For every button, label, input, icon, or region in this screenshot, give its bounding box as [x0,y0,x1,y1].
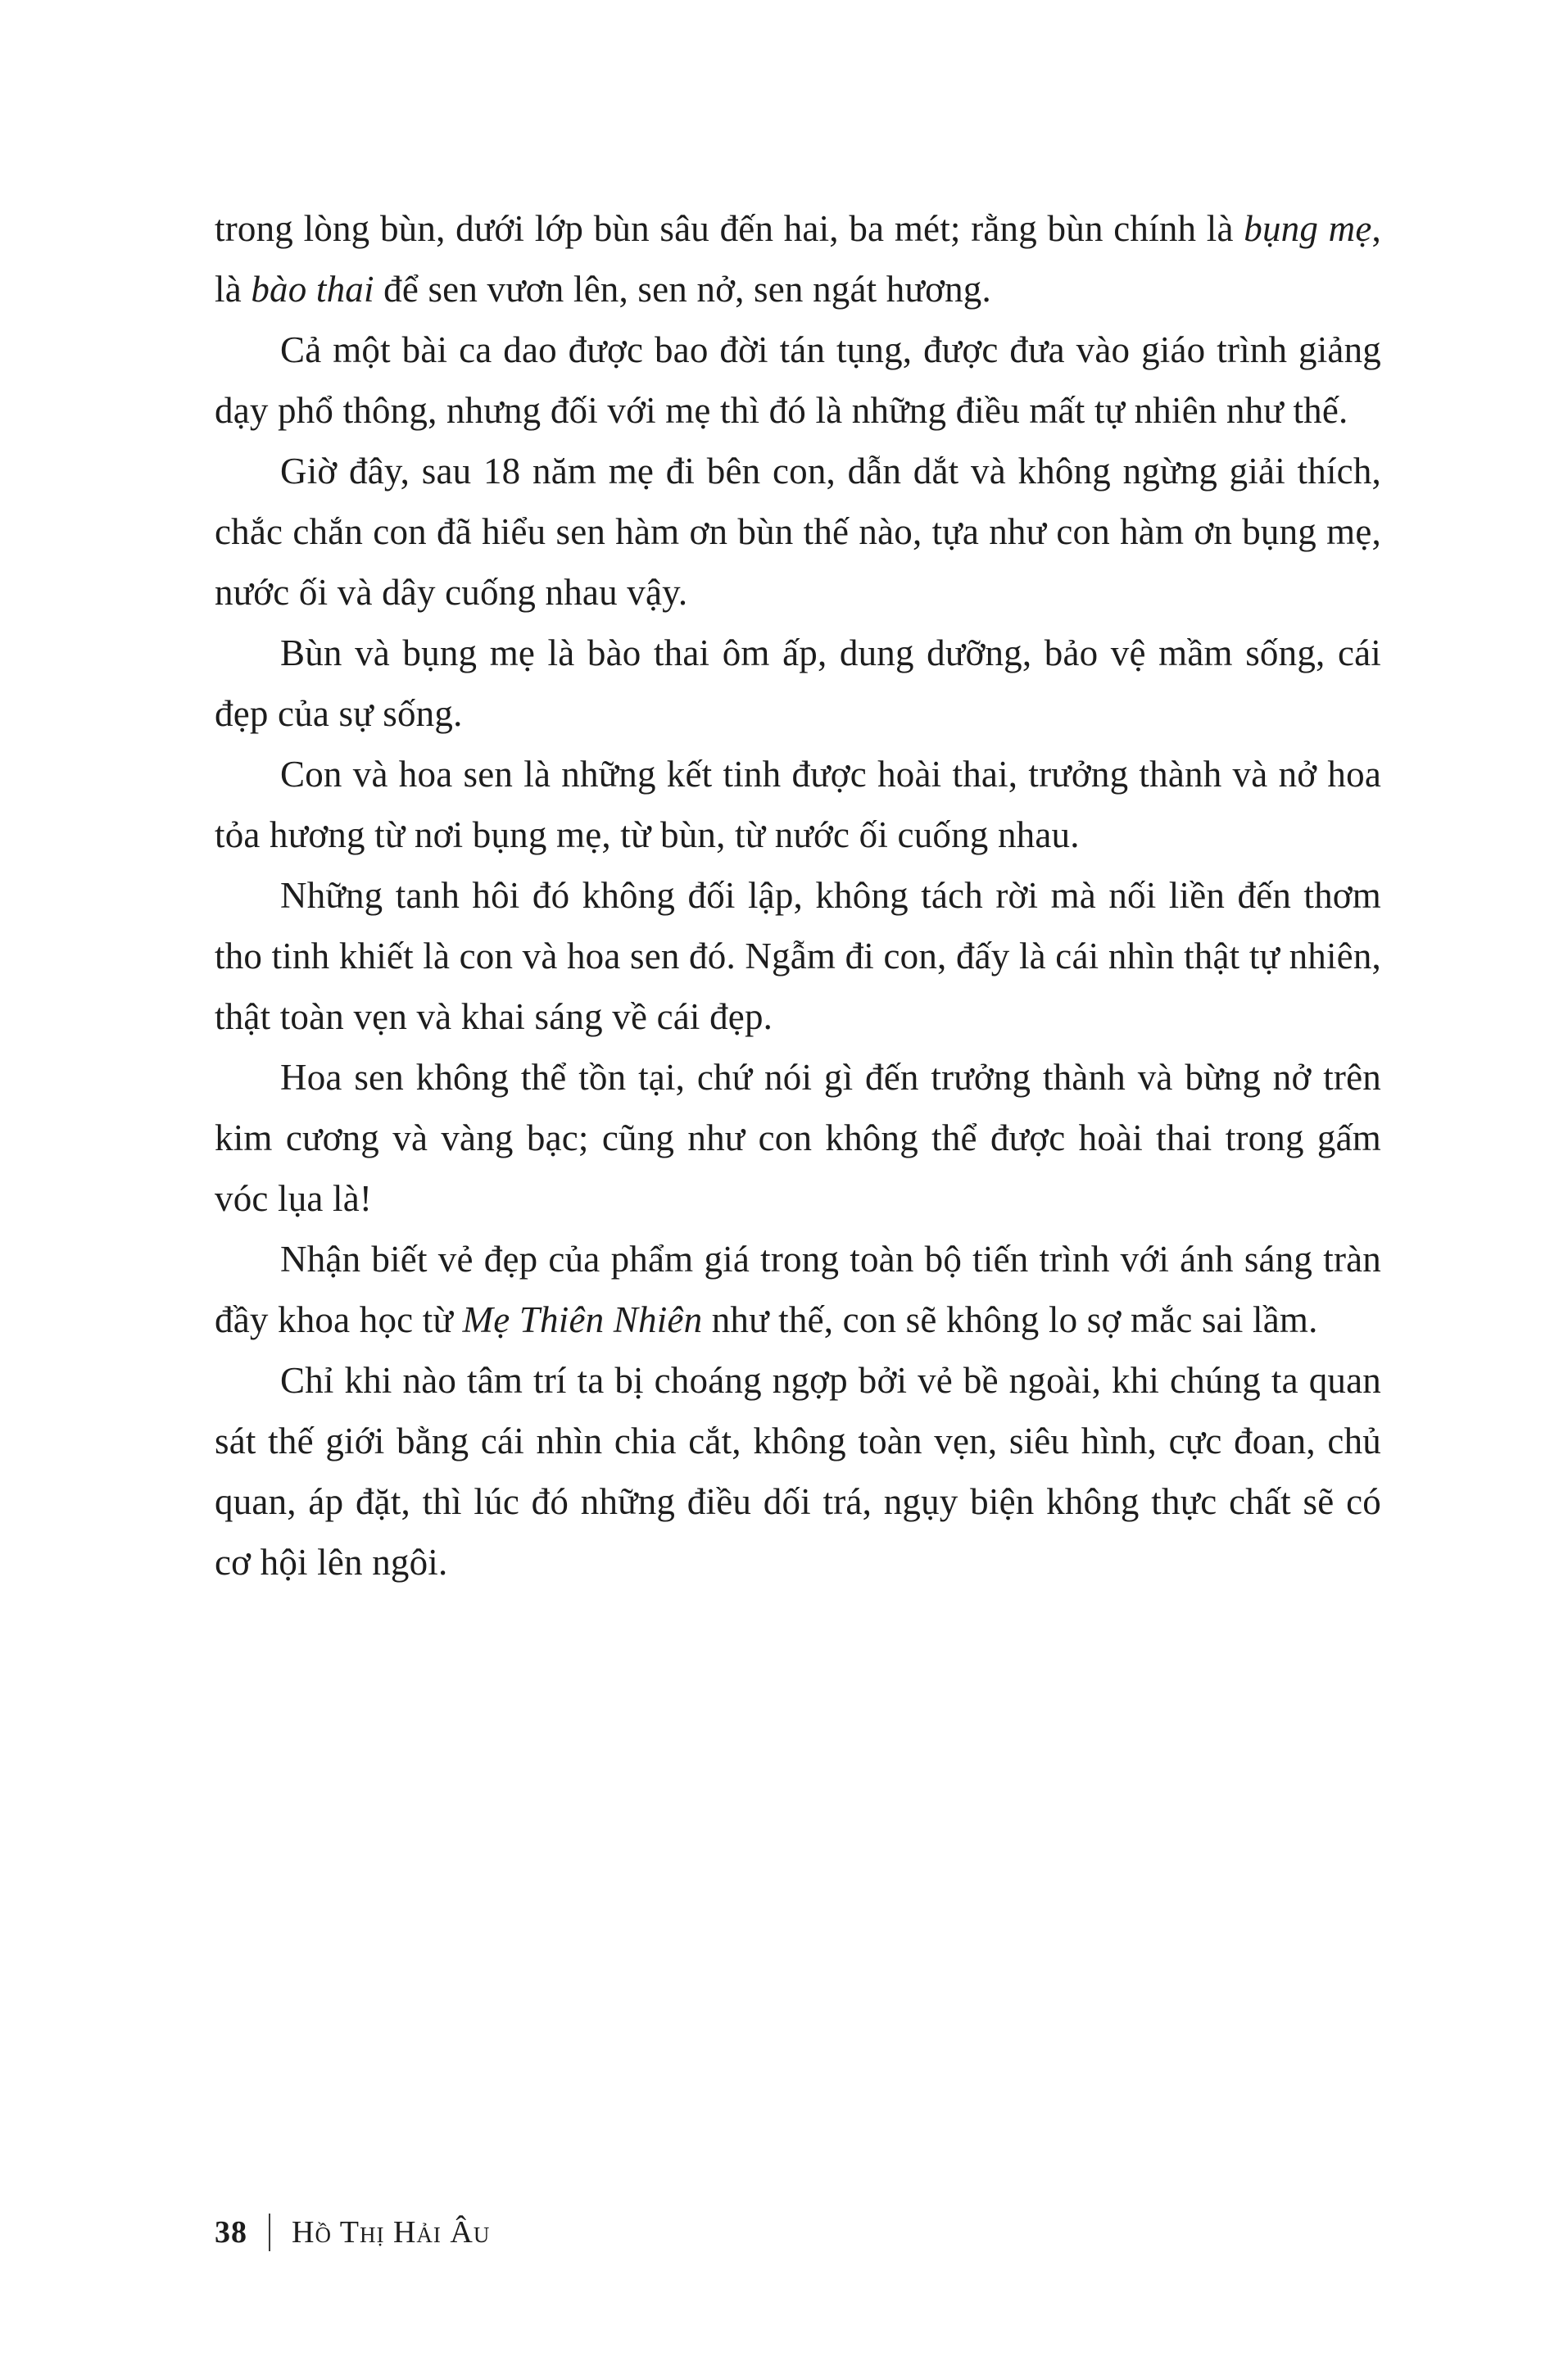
body-text-segment: Giờ đây, sau 18 năm mẹ đi bên con, dẫn dắt và không ngừng giải thích, chắc chắn con đã hiểu sen hàm ơn bùn thế nào, tựa như con hàm ơn bụng mẹ, nước ối và dây cuống nhau vậy. [215,451,1381,613]
paragraph [215,441,1381,623]
paragraph [215,1229,1381,1350]
body-text-segment: để sen vươn lên, sen nở, sen ngát hương. [374,269,991,310]
paragraph [215,1350,1381,1593]
body-text [215,198,1381,1593]
paragraph [215,744,1381,865]
paragraph [215,865,1381,1047]
page-number: 38 [215,2215,247,2250]
paragraph [215,623,1381,744]
page-footer [215,2214,490,2251]
body-text-segment: Bùn và bụng mẹ là bào thai ôm ấp, dung dưỡng, bảo vệ mầm sống, cái đẹp của sự sống. [215,632,1381,734]
body-text-segment: trong lòng bùn, dưới lớp bùn sâu đến hai, ba mét; rằng bùn chính là [215,208,1244,249]
body-text-segment: Những tanh hôi đó không đối lập, không tách rời mà nối liền đến thơm tho tinh khiết là con và hoa sen đó. Ngẫm đi con, đấy là cái nhìn thật tự nhiên, thật toàn vẹn và khai sáng về cái đẹp. [215,875,1381,1037]
footer-divider [269,2214,270,2251]
author-name: Hồ Thị Hải Âu [292,2215,491,2250]
paragraph [215,198,1381,319]
body-text-segment: như thế, con sẽ không lo sợ mắc sai lầm. [702,1299,1318,1340]
body-text-segment: Chỉ khi nào tâm trí ta bị choáng ngợp bởi vẻ bề ngoài, khi chúng ta quan sát thế giới bằng cái nhìn chia cắt, không toàn vẹn, siêu hình, cực đoan, chủ quan, áp đặt, thì lúc đó những điều dối trá, ngụy biện không thực chất sẽ có cơ hội lên ngôi. [215,1360,1381,1583]
italic-text: bào thai [251,269,374,310]
italic-text: bụng mẹ [1244,208,1372,249]
body-text-segment: Hoa sen không thể tồn tại, chứ nói gì đến trưởng thành và bừng nở trên kim cương và vàng bạc; cũng như con không thể được hoài thai trong gấm vóc lụa là! [215,1057,1381,1219]
body-text-segment: , là [215,208,1381,310]
paragraph [215,1047,1381,1229]
body-text-segment: Con và hoa sen là những kết tinh được hoài thai, trưởng thành và nở hoa tỏa hương từ nơi bụng mẹ, từ bùn, từ nước ối cuống nhau. [215,754,1381,855]
body-text-segment: Cả một bài ca dao được bao đời tán tụng, được đưa vào giáo trình giảng dạy phổ thông, nhưng đối với mẹ thì đó là những điều mất tự nhiên như thế. [215,329,1381,431]
paragraph [215,319,1381,441]
italic-text: Mẹ Thiên Nhiên [462,1299,703,1340]
body-text-segment: Nhận biết vẻ đẹp của phẩm giá trong toàn bộ tiến trình với ánh sáng tràn đầy khoa học từ [215,1239,1381,1340]
